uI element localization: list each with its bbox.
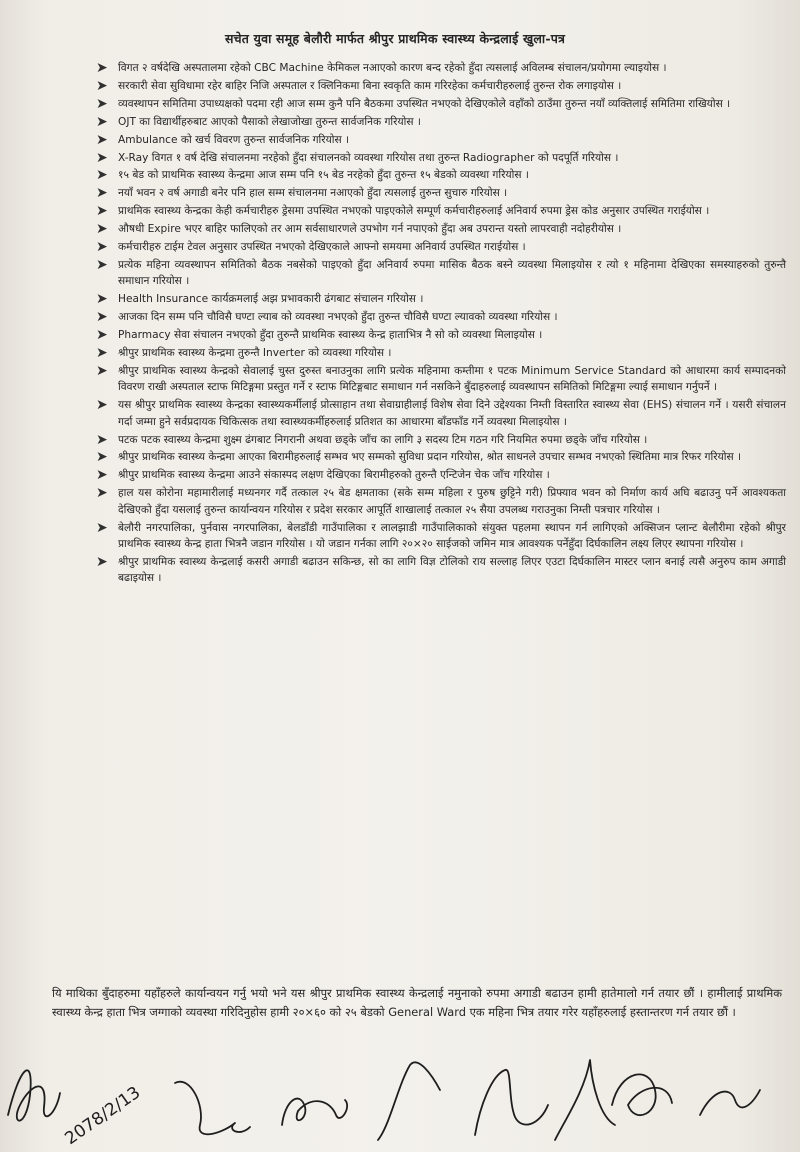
arrow-bullet-icon: ➤ <box>96 131 108 148</box>
list-item <box>96 309 786 325</box>
arrow-bullet-icon: ➤ <box>96 467 108 484</box>
arrow-bullet-icon: ➤ <box>96 345 108 361</box>
list-item-text: औषधी Expire भएर बाहिर फालिएको तर आम सर्वसाधारणले उपभोग गर्न नपाएको हुँदा अब उपरान्त यस्तो लापरवाही नदोहरीयोस । <box>118 223 622 236</box>
signature-8 <box>700 1090 760 1115</box>
handwritten-signatures <box>0 1045 800 1152</box>
list-item-text: व्यवस्थापन समितिमा उपाध्यक्षको पदमा रही आज सम्म कुनै पनि बैठकमा उपस्थित नभएको देखिएकोले वहाँको ठाउँमा तुरुन्त नयाँ व्यक्तिलाई समितिमा राखियोस । <box>118 97 731 110</box>
list-item <box>96 239 786 255</box>
arrow-bullet-icon: ➤ <box>96 519 108 536</box>
list-item-text: प्राथमिक स्वास्थ्य केन्द्रका केही कर्मचारीहरु ड्रेसमा उपस्थित नभएको पाइएकोले सम्पूर्ण कर्मचारीहरुलाई अनिवार्य रुपमा ड्रेस कोड अनुसार उपस्थित गराईयोस । <box>118 205 710 218</box>
list-item-text: श्रीपुर प्राथमिक स्वास्थ्य केन्द्रमा तुरुन्तै Inverter को व्यवस्था गरियोस । <box>118 347 392 359</box>
arrow-bullet-icon: ➤ <box>96 449 108 466</box>
list-item <box>96 345 786 361</box>
list-item <box>96 96 786 112</box>
list-item-text: विगत २ वर्षदेखि अस्पतालमा रहेको CBC Machine केमिकल नआएको कारण बन्द रहेको हुँदा त्यसलाई अविलम्ब संचालन/प्रयोगमा ल्याइयोस । <box>118 62 667 74</box>
list-item-text: बेलौरी नगरपालिका, पुर्नवास नगरपालिका, बेलडाँडी गाउँपालिका र लालझाडी गाउँपालिकाको संयुक्त पहलमा स्थापन गर्न लागिएको अक्सिजन प्लान्ट बेलौरीमा रहेको श्रीपुर प्राथमिक स्वास्थ्य केन्द्र हाता भित्रनै जडान गरियोस । यो जडान गर्नका लागि २०×२० साईजको जमिन मात्र आवश्यक पर्नेहुँदा दिर्घकालिन लक्ष्य लिएर स्थापना गरियोस । <box>118 521 786 550</box>
arrow-bullet-icon: ➤ <box>96 485 108 502</box>
arrow-bullet-icon: ➤ <box>96 362 108 379</box>
list-item <box>96 114 786 130</box>
list-item-text: श्रीपुर प्राथमिक स्वास्थ्य केन्द्रमा आउने संकास्पद लक्षण देखिएका बिरामीहरुको तुरुन्तै एन्टिजेन चेक जाँच गरियोस । <box>118 469 550 482</box>
list-item <box>96 397 786 430</box>
arrow-bullet-icon: ➤ <box>96 203 108 220</box>
list-item-text: नयाँ भवन २ वर्ष अगाडी बनेर पनि हाल सम्म संचालनमा नआएको हुँदा त्यसलाई तुरुन्त सुचारु गरियोस । <box>118 187 508 200</box>
signature-6 <box>555 1060 615 1140</box>
list-item-text: Ambulance को खर्च विवरण तुरुन्त सार्वजनिक गरियोस । <box>118 133 350 146</box>
arrow-bullet-icon: ➤ <box>96 309 108 326</box>
list-item-text: १५ बेड को प्राथमिक स्वास्थ्य केन्द्रमा आज सम्म पनि १५ बेड नरहेको हुँदा तुरुन्त १५ बेडको व्यवस्था गरियोस । <box>118 169 529 182</box>
signature-4 <box>378 1062 440 1140</box>
list-item <box>96 150 786 166</box>
list-item <box>96 363 786 396</box>
list-item <box>96 257 786 290</box>
arrow-bullet-icon: ➤ <box>96 431 108 448</box>
list-item <box>96 520 786 553</box>
arrow-bullet-icon: ➤ <box>96 77 108 94</box>
signature-7 <box>612 1074 672 1115</box>
list-item-text: पटक पटक स्वास्थ्य केन्द्रमा शुक्ष्म ढंगबाट निगरानी अथवा छड्के जाँच का लागि ३ सदस्य टिम गठन गरि नियमित रुपमा छड्के जाँच गरियोस । <box>118 433 648 446</box>
list-item-text: Health Insurance कार्यक्रमलाई अझ प्रभावकारी ढंगबाट संचालन गरियोस । <box>118 293 424 306</box>
list-item <box>96 78 786 94</box>
list-item <box>96 554 786 587</box>
arrow-bullet-icon: ➤ <box>96 60 108 76</box>
list-item <box>96 327 786 343</box>
list-item <box>96 467 786 483</box>
arrow-bullet-icon: ➤ <box>96 185 108 202</box>
arrow-bullet-icon: ➤ <box>96 327 108 344</box>
arrow-bullet-icon: ➤ <box>96 291 108 308</box>
list-item-text: कर्मचारीहरु टाईम टेवल अनुसार उपस्थित नभएको देखिएकाले आफ्नो समयमा अनिवार्य उपस्थित गराईयोस । <box>118 241 526 254</box>
list-item-text: आजका दिन सम्म पनि चौविसै घण्टा ल्याब को व्यवस्था नभएको हुँदा तुरुन्त चौविसै घण्टा ल्यावको व्यवस्था गरियोस । <box>118 311 558 324</box>
list-item-text: श्रीपुर प्राथमिक स्वास्थ्य केन्द्रमा आएका बिरामीहरुलाई सम्भव भए सम्मको सुविधा प्रदान गरियोस, श्रोत साधनले उपचार सम्भव नभएको स्थितिमा मात्र रिफर गरियोस । <box>118 451 742 464</box>
list-item <box>96 485 786 518</box>
list-item-text: OJT का विद्यार्थीहरुबाट आएको पैसाको लेखाजोखा तुरुन्त सार्वजनिक गरियोस । <box>118 115 421 128</box>
arrow-bullet-icon: ➤ <box>96 221 108 238</box>
signature-1 <box>8 1070 60 1120</box>
arrow-bullet-icon: ➤ <box>96 113 108 130</box>
list-item <box>96 291 786 307</box>
arrow-bullet-icon: ➤ <box>96 167 108 184</box>
list-item-text: हाल यस कोरोना महामारीलाई मध्यनगर गर्दै तत्काल २५ बेड क्षमताका (सके सम्म महिला र पुरुष छुट्टिने गरी) प्रिफ्याव भवन को निर्माण कार्य अघि बढाउनु पर्ने आवश्यकता देखिएको हुँदा यसलाई तुरुन्त कार्यान्वयन गरियोस र प्रदेश सरकार आपूर्ति शाखालाई तत्काल २५ सैया उपलब्ध गराउनुका निम्ती पत्रचार गरियोस । <box>118 487 786 516</box>
list-item <box>96 449 786 465</box>
list-item-text: श्रीपुर प्राथमिक स्वास्थ्य केन्द्रलाई कसरी अगाडी बढाउन सकिन्छ, सो का लागि विज्ञ टोलिको राय सल्लाह लिएर एउटा दिर्घकालिन मास्टर प्लान बनाई त्यसै अनुरुप काम अगाडी बढाइयोस । <box>118 555 786 585</box>
arrow-bullet-icon: ➤ <box>96 239 108 256</box>
arrow-bullet-icon: ➤ <box>96 553 108 570</box>
list-item-text: श्रीपुर प्राथमिक स्वास्थ्य केन्द्रको सेवालाई चुस्त दुरुस्त बनाउनुका लागि प्रत्येक महिनामा कम्तीमा १ पटक Minimum Service Standard को आधारमा कार्य सम्पादनको विवरण राखी अस्पताल स्टाफ मिटिङ्गमा प्रस्तुत गर्ने र स्टाफ मिटिङ्गबाट समाधान गर्न नसकिने बुँदाहरुलाई व्यवस्थापन समितिको मिटिङ्गमा ल्याई समाधान गर्नुपर्ने । <box>118 364 786 394</box>
list-item <box>96 60 786 76</box>
arrow-bullet-icon: ➤ <box>96 95 108 112</box>
list-item-text: सरकारी सेवा सुविधामा रहेर बाहिर निजि अस्पताल र क्लिनिकमा बिना स्वकृति काम गरिरहेका कर्मचारीहरुलाई तुरुन्त रोक लगाइयोस । <box>118 79 622 92</box>
closing-paragraph: यि माथिका बुँदाहरुमा यहाँहरुले कार्यान्वयन गर्नु भयो भने यस श्रीपुर प्राथमिक स्वास्थ्य केन्द्रलाई नमुनाको रुपमा अगाडी बढाउन हामी हातेमालो गर्न तयार छौं । हामीलाई प्राथमिक स्वास्थ्य केन्द्र हाता भित्र जग्गाको व्यवस्था गरिदिनुहोस हामी २०×६० को २५ बेडको General Ward एक महिना भित्र तयार गरेर यहाँहरुलाई हस्तान्तरण गर्न तयार छौं । <box>52 986 782 1019</box>
list-item <box>96 185 786 201</box>
arrow-bullet-icon: ➤ <box>96 397 108 414</box>
signature-2 <box>175 1082 250 1135</box>
arrow-bullet-icon: ➤ <box>96 149 108 166</box>
list-item <box>96 132 786 148</box>
list-item-text: प्रत्येक महिना व्यवस्थापन समितिको बैठक नबसेको पाइएको हुँदा अनिवार्य रुपमा मासिक बैठक बस्ने व्यवस्था मिलाइयोस र त्यो १ महिनामा देखिएका समस्याहरुको तुरुन्तै समाधान गरियोस । <box>118 258 786 288</box>
list-item <box>96 432 786 448</box>
signature-5 <box>475 1070 548 1135</box>
list-item-text: Pharmacy सेवा संचालन नभएको हुँदा तुरुन्तै प्राथमिक स्वास्थ्य केन्द्र हाताभित्र नै सो को व्यवस्था मिलाइयोस । <box>118 329 543 342</box>
signature-3 <box>282 1099 347 1125</box>
signatures-area <box>0 1045 800 1152</box>
list-item-text: X-Ray विगत १ वर्ष देखि संचालनमा नरहेको हुँदा संचालनको व्यवस्था गरियोस तथा तुरुन्त Radiographer को पदपूर्ति गरियोस । <box>118 151 619 164</box>
list-item <box>96 167 786 183</box>
list-item <box>96 203 786 219</box>
list-item <box>96 221 786 237</box>
signature-date: 2078/2/13 <box>61 1082 145 1150</box>
list-item-text: यस श्रीपुर प्राथमिक स्वास्थ्य केन्द्रका स्वास्थ्यकर्मीलाई प्रोत्साहान तथा सेवाग्राहीलाई विशेष सेवा दिने उद्देश्यका निम्ती विस्तारित स्वास्थ्य सेवा (EHS) संचालन गर्ने । यसरी संचालन गर्दा जम्मा हुने सर्वप्रदायक चिकित्सक तथा स्वास्थ्यकर्मीहरुलाई प्रतिशत का आधारमा बाँडफाँड गर्ने व्यवस्था मिलाइयोस । <box>118 399 786 428</box>
arrow-bullet-icon: ➤ <box>96 256 108 273</box>
demand-list <box>96 60 786 588</box>
page-title: सचेत युवा समूह बेलौरी मार्फत श्रीपुर प्राथमिक स्वास्थ्य केन्द्रलाई खुला-पत्र <box>225 31 566 46</box>
